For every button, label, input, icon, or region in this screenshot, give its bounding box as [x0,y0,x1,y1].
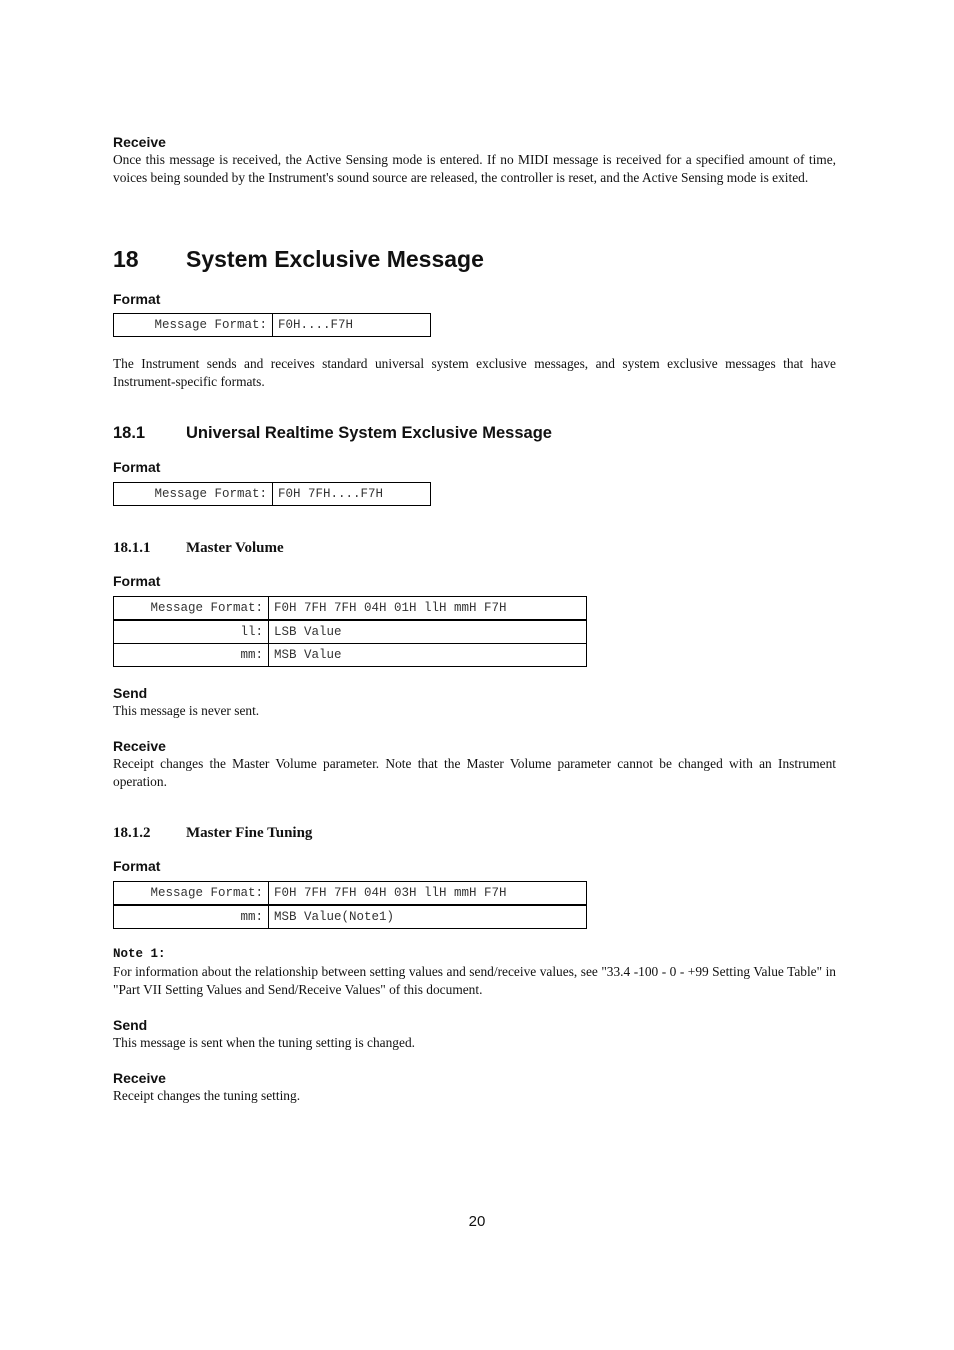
send-label: Send [113,685,148,701]
table-value: F0H 7FH 7FH 04H 01H llH mmH F7H [269,597,587,621]
section-heading-18 [113,245,484,273]
receive-text: Receipt changes the Master Volume parameter. Note that the Master Volume parameter cannot be changed with an Instrument operation. [113,756,836,789]
table-row [114,882,587,906]
section-number: 18 [113,246,139,272]
format-table [113,313,431,337]
format-label: Format [113,459,161,475]
paragraph: The Instrument sends and receives standard universal system exclusive messages, and system exclusive messages that have Instrument-specific formats. [113,356,836,389]
table-row [114,597,587,621]
table-row [114,620,587,644]
receive-label: Receive [113,738,166,754]
table-row [114,483,431,506]
section-heading-18-1-2 [113,824,312,842]
table-value: F0H 7FH 7FH 04H 03H llH mmH F7H [269,882,587,906]
send-label: Send [113,1017,148,1033]
section-number: 18.1.2 [113,825,151,841]
table-key: Message Format: [114,483,273,506]
format-label: Format [113,858,161,874]
table-key: Message Format: [114,597,269,621]
section-heading-18-1-1 [113,539,284,557]
note-label: Note 1: [113,947,166,961]
send-text: This message is never sent. [113,703,260,718]
format-table [113,881,587,929]
section-number: 18.1.1 [113,540,151,556]
page-number: 20 [468,1213,486,1230]
section-title: System Exclusive Message [186,246,484,272]
table-value: F0H 7FH....F7H [273,483,431,506]
table-value: LSB Value [269,620,587,644]
format-table [113,596,587,667]
receive-label: Receive [113,1070,166,1086]
format-label: Format [113,291,161,307]
send-text: This message is sent when the tuning setting is changed. [113,1035,415,1050]
table-row [114,905,587,929]
section-title: Master Fine Tuning [186,825,313,841]
section-title: Universal Realtime System Exclusive Message [186,424,552,442]
table-key: Message Format: [114,314,273,337]
table-value: MSB Value [269,644,587,667]
table-key: mm: [114,905,269,929]
table-key: ll: [114,620,269,644]
section-number: 18.1 [113,424,146,442]
receive-text: Receipt changes the tuning setting. [113,1088,301,1103]
receive-text: Once this message is received, the Active Sensing mode is entered. If no MIDI message is received for a specified amount of time, voices being sounded by the Instrument's sound source are released, the controller is reset, and the Active Sensing mode is exited. [113,152,836,185]
note-text: For information about the relationship between setting values and send/receive values, see "33.4 -100 - 0 - +99 Setting Value Table" in "Part VII Setting Values and Send/Receive Values" of this document. [113,964,836,997]
table-key: mm: [114,644,269,667]
section-heading-18-1 [113,423,552,443]
table-row [114,314,431,337]
table-value: F0H....F7H [273,314,431,337]
table-value: MSB Value(Note1) [269,905,587,929]
format-table [113,482,431,506]
format-label: Format [113,573,161,589]
receive-label: Receive [113,134,166,150]
section-title: Master Volume [186,540,284,556]
table-row [114,644,587,667]
table-key: Message Format: [114,882,269,906]
